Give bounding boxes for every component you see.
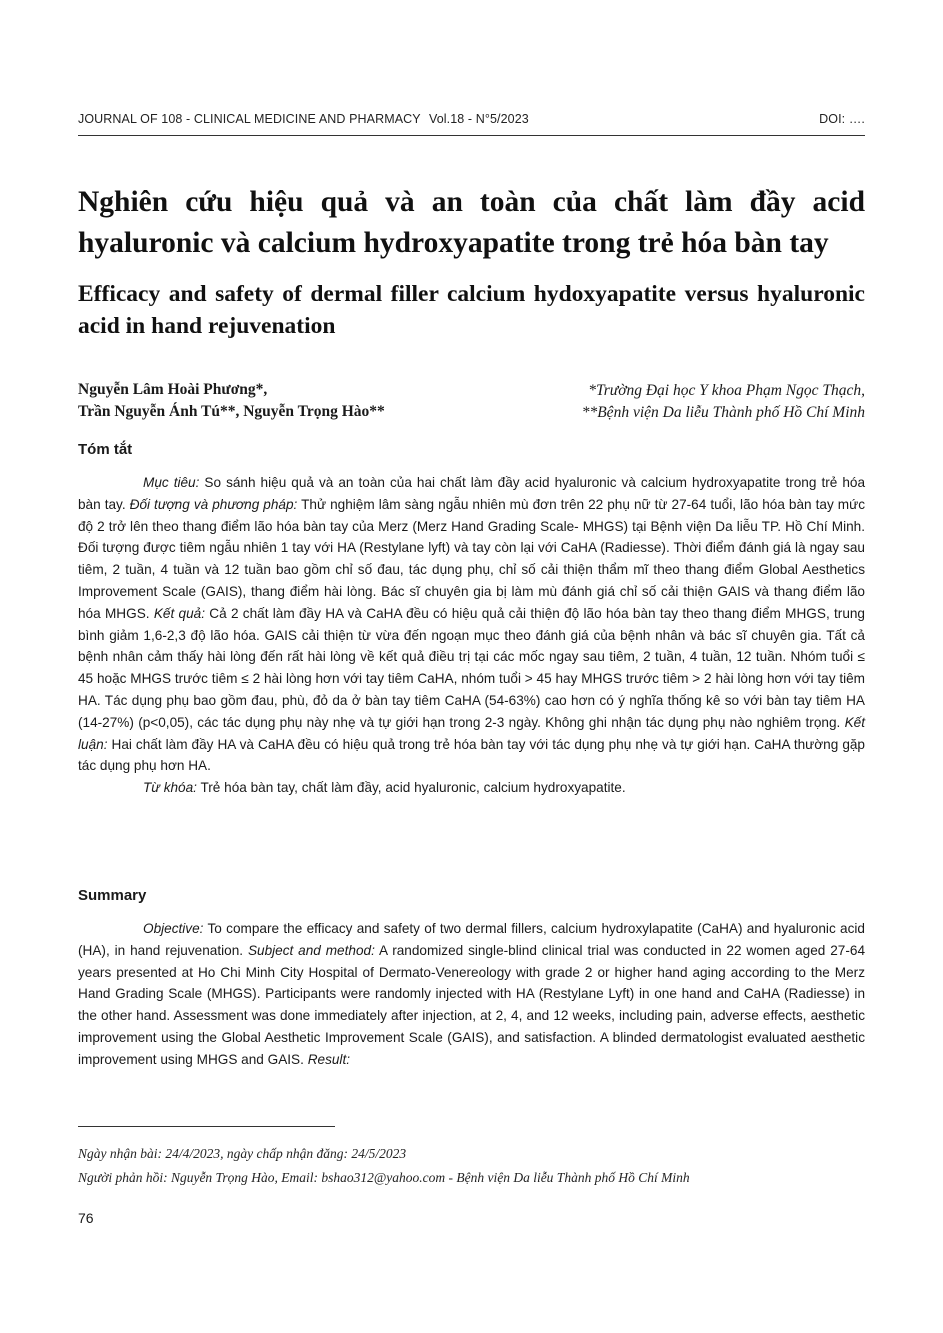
ket-qua-label: Kết quả: <box>153 605 205 621</box>
tom-tat-paragraph <box>78 472 865 777</box>
footnotes <box>78 1142 865 1190</box>
method-label: Subject and method: <box>247 942 375 958</box>
ket-luan-label: Kết luận: <box>78 714 865 752</box>
result-label: Result: <box>307 1051 350 1067</box>
doi-label: DOI: …. <box>819 112 865 126</box>
footnote-divider <box>78 1126 335 1127</box>
tu-khoa-label: Từ khóa: <box>143 780 197 796</box>
author-list <box>78 379 498 423</box>
title-vietnamese: Nghiên cứu hiệu quả và an toàn của chất làm đầy acid hyaluronic và calcium hydroxyapatite trong trẻ hóa bàn tay <box>78 186 865 259</box>
tom-tat-heading: Tóm tắt <box>78 441 133 458</box>
ket-qua-text: Cả 2 chất làm đầy HA và CaHA đều có hiệu quả cải thiện độ lão hóa bàn tay theo thang điểm MHGS, trung bình giảm 1,6-2,3 độ lão hóa. GAIS cải thiện từ vừa đến ngoạn mục theo đánh giá của bệnh nhân và bác sĩ chuyên gia. Tất cả bệnh nhân cảm thấy hài lòng đến rất hài lòng về kết quả điều trị tại các mốc ngay sau tiêm, 2 tuần, 4 tuần, 12 tuần. Nhóm tuổi ≤ 45 hoặc MHGS trước tiêm ≤ 2 hài lòng hơn với tay tiêm CaHA, nhóm tuổi > 45 hay MHGS trước tiêm > 2 hài lòng hơn với tay tiêm HA. Tác dụng phụ bao gồm đau, phù, đỏ da ở bàn tay tiêm CaHA (54-63%) cao hơn có ý nghĩa thống kê so với bàn tay tiêm HA (14-27%) (p<0,05), các tác dụng phụ này nhẹ và tự giới hạn trong 2-3 ngày. Không ghi nhận tác dụng phụ nào nghiêm trọng. <box>78 605 865 730</box>
affiliation-line-2: **Bệnh viện Da liễu Thành phố Hồ Chí Minh <box>581 404 865 421</box>
objective-text: To compare the efficacy and safety of two dermal fillers, calcium hydroxylapatite (CaHA) and hyaluronic acid (HA), in hand rejuvenation. <box>78 921 865 958</box>
corresponding-author-note: Người phản hồi: Nguyễn Trọng Hào, Email: bshao312@yahoo.com - Bệnh viện Da liễu Thành phố Hồ Chí Minh <box>78 1170 690 1185</box>
method-text: A randomized single-blind clinical trial was conducted in 22 women aged 27-64 years presented at Ho Chi Minh City Hospital of Dermato-Venereology with grade 2 or higher hand aging according to the Merz Hand Grading Scale (MHGS). Participants were randomly injected with HA (Restylane Lyft) in one hand and CaHA (Radiesse) in the other hand. Assessment was done immediately after injection, at 2, 4, and 12 weeks, including pain, adverse effects, aesthetic improvement using the Global Aesthetic Improvement Scale (GAIS), and satisfaction. A blinded dermatologist evaluated aesthetic improvement using MHGS and GAIS. <box>78 942 865 1067</box>
muc-tieu-label: Mục tiêu: <box>143 475 200 490</box>
affiliation-line-1: *Trường Đại học Y khoa Phạm Ngọc Thạch, <box>588 382 865 399</box>
tu-khoa-text: Trẻ hóa bàn tay, chất làm đầy, acid hyaluronic, calcium hydroxyapatite. <box>196 780 626 796</box>
header-divider <box>78 135 865 136</box>
received-date-note: Ngày nhận bài: 24/4/2023, ngày chấp nhận đăng: 24/5/2023 <box>78 1146 407 1161</box>
doi-tuong-label: Đối tượng và phương pháp: <box>129 496 298 512</box>
title-english: Efficacy and safety of dermal filler calcium hydoxyapatite versus hyaluronic acid in hand rejuvenation <box>78 281 865 339</box>
affiliation-list <box>465 380 865 424</box>
muc-tieu-text: So sánh hiệu quả và an toàn của hai chất làm đầy acid hyaluronic và calcium hydroxyapatite trong trẻ hóa bàn tay. <box>78 475 866 512</box>
running-header <box>78 112 865 130</box>
ket-luan-text: Hai chất làm đầy HA và CaHA đều có hiệu quả trong trẻ hóa bàn tay với tác dụng phụ nhẹ và tự giới hạn. CaHA thường gặp tác dụng phụ hơn HA. <box>78 736 865 774</box>
summary-paragraph <box>78 918 865 1071</box>
tom-tat-body <box>78 472 865 799</box>
journal-name: JOURNAL OF 108 - CLINICAL MEDICINE AND PHARMACY <box>78 112 421 126</box>
summary-body <box>78 918 865 1071</box>
author-line-1: Nguyễn Lâm Hoài Phương*, <box>78 381 268 398</box>
author-line-2: Trần Nguyễn Ánh Tú**, Nguyễn Trọng Hào** <box>78 403 385 420</box>
page-number: 76 <box>78 1210 94 1226</box>
summary-heading: Summary <box>78 887 147 904</box>
tu-khoa-paragraph <box>78 777 865 799</box>
objective-label: Objective: <box>143 921 204 936</box>
doi-tuong-text: Thử nghiệm lâm sàng ngẫu nhiên mù đơn trên 22 phụ nữ từ 27-64 tuổi, lão hóa bàn tay mức độ 2 trở lên theo thang điểm lão hóa bàn tay của Merz (Merz Hand Grading Scale- MHGS) tại Bệnh viện Da liễu TP. Hồ Chí Minh. Đối tượng được tiêm ngẫu nhiên 1 tay với HA (Restylane lyft) và tay còn lại với CaHA (Radiesse). Thời điểm đánh giá là ngay sau tiêm, 2 tuần, 4 tuần và 12 tuần bao gồm chỉ số đau, tác dụng phụ, chỉ số cải thiện thẩm mĩ theo thang điểm Global Aesthetics Improvement Scale (GAIS), thang điểm hài lòng. Bác sĩ chuyên gia bị làm mù đánh giá chỉ số cải thiện GAIS và thang điểm lão hóa MHGS. <box>78 496 866 621</box>
volume-issue: Vol.18 - N°5/2023 <box>429 112 529 126</box>
